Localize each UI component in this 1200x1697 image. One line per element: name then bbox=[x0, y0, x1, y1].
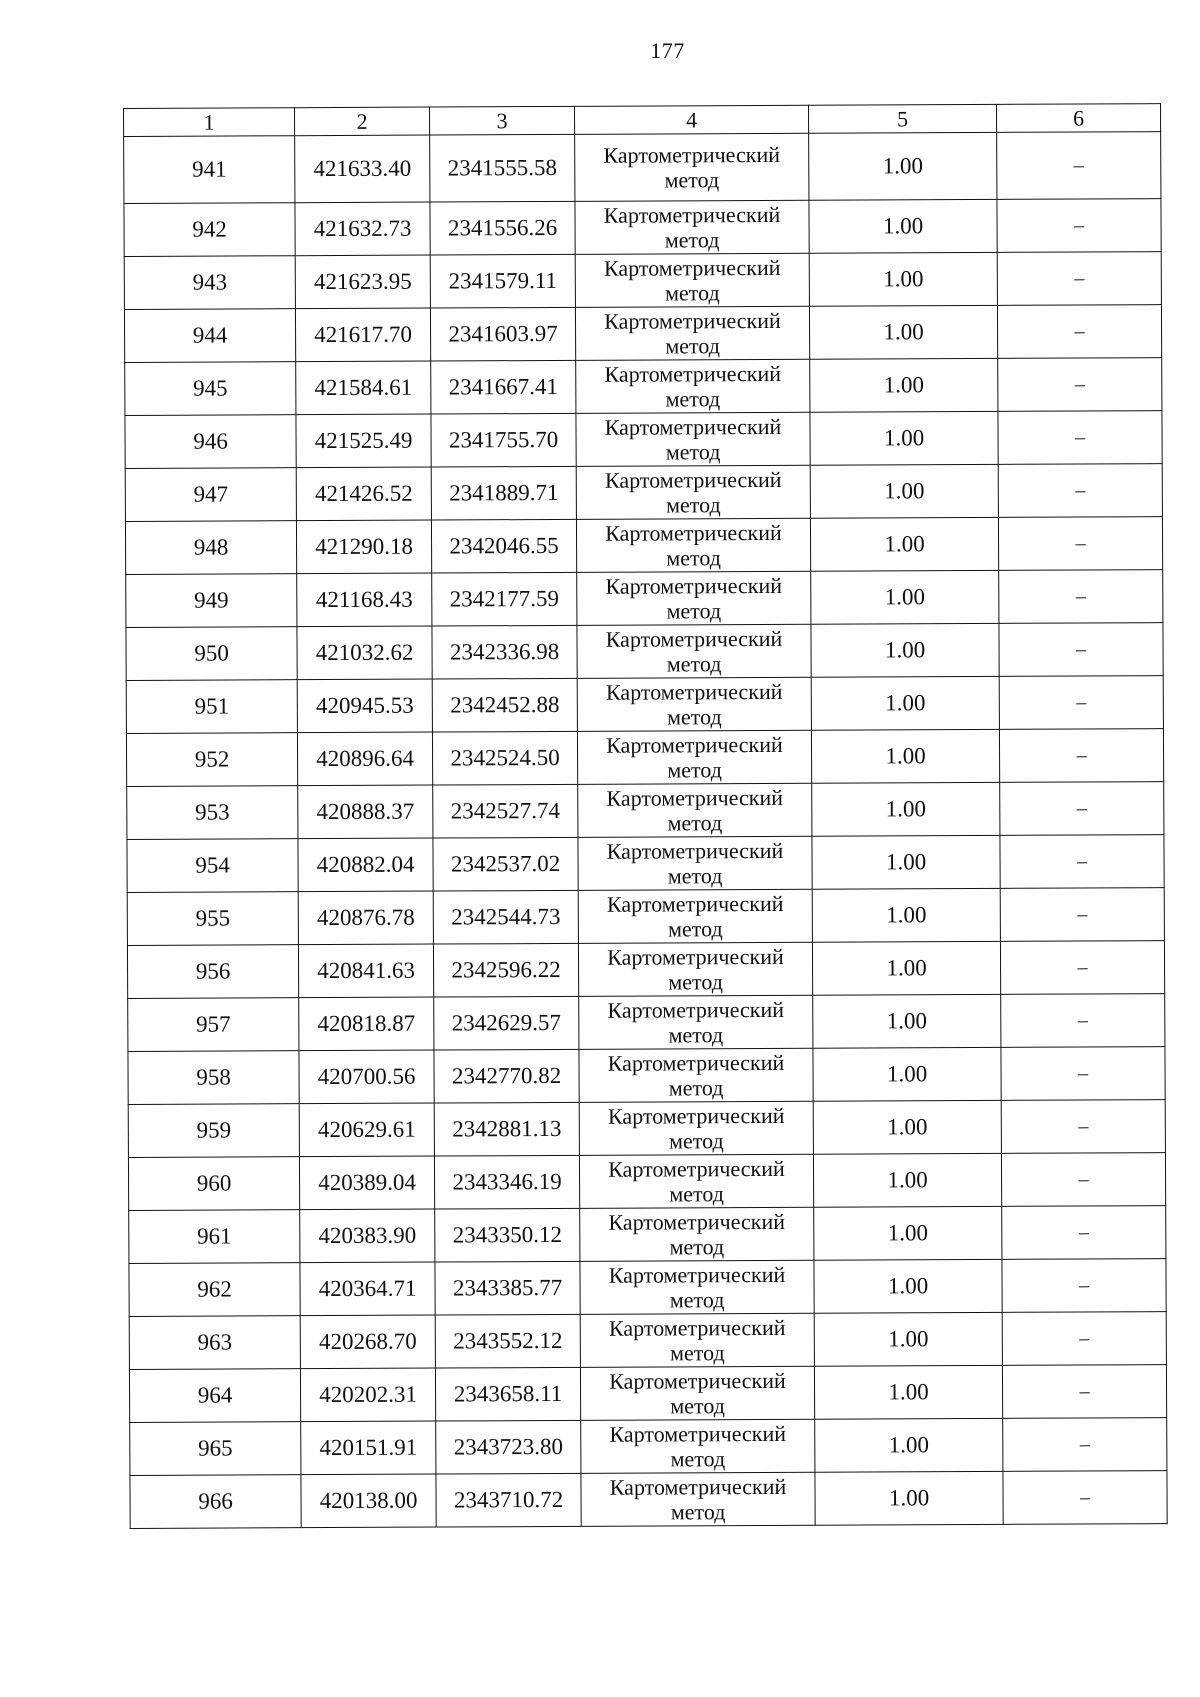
y-coordinate-cell: 2342452.88 bbox=[432, 678, 577, 732]
method-line-2: метод bbox=[669, 1181, 724, 1207]
y-coordinate-cell: 2342177.59 bbox=[432, 572, 577, 626]
method-cell bbox=[575, 133, 809, 201]
point-number-cell: 942 bbox=[124, 203, 295, 257]
method-line-1: Картометрический bbox=[605, 678, 783, 705]
method-line-1: Картометрический bbox=[604, 413, 782, 440]
method-line-1: Картометрический bbox=[606, 837, 784, 864]
x-coordinate-cell: 421633.40 bbox=[295, 135, 430, 203]
note-cell: – bbox=[1000, 941, 1164, 995]
table-row bbox=[126, 623, 1163, 681]
method-line-1: Картометрический bbox=[606, 731, 783, 758]
table-row bbox=[129, 1206, 1166, 1264]
y-coordinate-cell: 2341579.11 bbox=[430, 254, 575, 308]
method-cell bbox=[577, 730, 811, 784]
method-cell bbox=[575, 200, 809, 254]
coordinates-table bbox=[123, 103, 1168, 1529]
accuracy-cell: 1.00 bbox=[813, 1047, 1001, 1101]
point-number-cell: 952 bbox=[126, 733, 297, 787]
accuracy-cell: 1.00 bbox=[810, 464, 998, 518]
accuracy-cell: 1.00 bbox=[815, 1471, 1003, 1525]
method-cell bbox=[578, 836, 812, 890]
x-coordinate-cell: 421168.43 bbox=[297, 573, 432, 627]
x-coordinate-cell: 421290.18 bbox=[296, 520, 431, 574]
method-cell bbox=[577, 677, 811, 731]
note-cell: – bbox=[1002, 1365, 1166, 1419]
accuracy-cell: 1.00 bbox=[811, 623, 999, 677]
accuracy-cell: 1.00 bbox=[810, 411, 998, 465]
header-cell-5: 5 bbox=[808, 104, 996, 133]
x-coordinate-cell: 421426.52 bbox=[296, 467, 431, 521]
method-line-2: метод bbox=[668, 969, 723, 995]
point-number-cell: 959 bbox=[128, 1104, 299, 1158]
table-row bbox=[127, 782, 1164, 840]
table-row bbox=[126, 570, 1163, 628]
table-body bbox=[124, 132, 1168, 1529]
method-line-1: Картометрический bbox=[605, 572, 783, 599]
method-line-2: метод bbox=[669, 1128, 724, 1154]
accuracy-cell: 1.00 bbox=[813, 994, 1001, 1048]
accuracy-cell: 1.00 bbox=[809, 199, 997, 253]
method-line-2: метод bbox=[667, 810, 723, 836]
note-cell: – bbox=[1000, 782, 1164, 836]
y-coordinate-cell: 2343723.80 bbox=[436, 1420, 581, 1474]
method-line-2: метод bbox=[666, 545, 721, 571]
point-number-cell: 963 bbox=[129, 1316, 300, 1370]
table-row bbox=[127, 941, 1164, 999]
x-coordinate-cell: 420841.63 bbox=[298, 944, 433, 998]
note-cell: – bbox=[997, 252, 1161, 306]
accuracy-cell: 1.00 bbox=[812, 941, 1000, 995]
note-cell: – bbox=[1000, 888, 1164, 942]
point-number-cell: 961 bbox=[129, 1210, 300, 1264]
y-coordinate-cell: 2343710.72 bbox=[436, 1473, 581, 1527]
x-coordinate-cell: 420383.90 bbox=[300, 1209, 435, 1263]
x-coordinate-cell: 420882.04 bbox=[298, 838, 433, 892]
x-coordinate-cell: 420876.78 bbox=[298, 891, 433, 945]
table-row bbox=[129, 1259, 1166, 1317]
method-cell bbox=[581, 1472, 815, 1526]
table-row bbox=[130, 1471, 1167, 1529]
method-cell bbox=[579, 995, 813, 1049]
header-cell-3: 3 bbox=[429, 106, 574, 135]
method-cell bbox=[581, 1419, 815, 1473]
note-cell: – bbox=[1001, 1100, 1165, 1154]
method-line-2: метод bbox=[664, 167, 720, 193]
accuracy-cell: 1.00 bbox=[814, 1206, 1002, 1260]
note-cell: – bbox=[999, 729, 1163, 783]
note-cell: – bbox=[999, 676, 1163, 730]
method-cell bbox=[576, 359, 810, 413]
y-coordinate-cell: 2343658.11 bbox=[435, 1367, 580, 1421]
method-cell bbox=[575, 253, 809, 307]
point-number-cell: 945 bbox=[125, 362, 296, 416]
point-number-cell: 966 bbox=[130, 1475, 301, 1529]
point-number-cell: 958 bbox=[128, 1051, 299, 1105]
x-coordinate-cell: 420151.91 bbox=[301, 1421, 436, 1475]
method-cell bbox=[579, 1048, 813, 1102]
y-coordinate-cell: 2343350.12 bbox=[435, 1208, 580, 1262]
table-row bbox=[128, 1153, 1165, 1211]
accuracy-cell: 1.00 bbox=[811, 676, 999, 730]
method-cell bbox=[579, 1154, 813, 1208]
table-row bbox=[125, 464, 1162, 522]
x-coordinate-cell: 420896.64 bbox=[297, 732, 432, 786]
method-line-2: метод bbox=[667, 863, 723, 889]
note-cell: – bbox=[999, 570, 1163, 624]
point-number-cell: 954 bbox=[127, 839, 298, 893]
y-coordinate-cell: 2343346.19 bbox=[434, 1155, 579, 1209]
table-row bbox=[124, 199, 1161, 257]
point-number-cell: 946 bbox=[125, 415, 296, 469]
note-cell: – bbox=[1001, 1047, 1165, 1101]
y-coordinate-cell: 2341603.97 bbox=[430, 307, 575, 361]
method-line-1: Картометрический bbox=[606, 784, 784, 811]
method-line-2: метод bbox=[670, 1446, 726, 1472]
method-line-2: метод bbox=[666, 492, 721, 518]
table-row bbox=[128, 994, 1165, 1052]
table-row bbox=[126, 729, 1163, 787]
table-row bbox=[127, 835, 1164, 893]
note-cell: – bbox=[1003, 1418, 1167, 1472]
method-line-1: Картометрический bbox=[607, 1049, 785, 1076]
method-line-1: Картометрический bbox=[604, 307, 781, 334]
method-line-1: Картометрический bbox=[609, 1473, 787, 1500]
point-number-cell: 960 bbox=[128, 1157, 299, 1211]
method-line-1: Картометрический bbox=[609, 1420, 787, 1447]
note-cell: – bbox=[997, 305, 1161, 359]
y-coordinate-cell: 2342596.22 bbox=[433, 943, 578, 997]
x-coordinate-cell: 420888.37 bbox=[298, 785, 433, 839]
method-line-2: метод bbox=[664, 227, 720, 253]
method-line-1: Картометрический bbox=[608, 1314, 786, 1341]
note-cell: – bbox=[1002, 1312, 1166, 1366]
method-line-1: Картометрический bbox=[607, 1102, 785, 1129]
x-coordinate-cell: 421632.73 bbox=[295, 202, 430, 256]
method-cell bbox=[580, 1260, 814, 1314]
point-number-cell: 941 bbox=[124, 136, 295, 204]
table-row bbox=[128, 1047, 1165, 1105]
y-coordinate-cell: 2342537.02 bbox=[433, 837, 578, 891]
point-number-cell: 964 bbox=[129, 1369, 300, 1423]
method-cell bbox=[577, 571, 811, 625]
table-row bbox=[128, 1100, 1165, 1158]
method-line-2: метод bbox=[665, 386, 721, 412]
x-coordinate-cell: 420364.71 bbox=[300, 1262, 435, 1316]
point-number-cell: 955 bbox=[127, 892, 298, 946]
method-line-1: Картометрический bbox=[604, 466, 782, 493]
y-coordinate-cell: 2341555.58 bbox=[430, 134, 575, 202]
y-coordinate-cell: 2343552.12 bbox=[435, 1314, 580, 1368]
method-line-2: метод bbox=[670, 1499, 726, 1525]
accuracy-cell: 1.00 bbox=[811, 729, 999, 783]
point-number-cell: 943 bbox=[124, 256, 295, 310]
table-row bbox=[125, 411, 1162, 469]
note-cell: – bbox=[1002, 1206, 1166, 1260]
point-number-cell: 947 bbox=[125, 468, 296, 522]
header-cell-2: 2 bbox=[295, 107, 430, 136]
x-coordinate-cell: 421584.61 bbox=[296, 361, 431, 415]
method-cell bbox=[578, 942, 812, 996]
method-line-1: Картометрический bbox=[608, 1261, 786, 1288]
table-row bbox=[126, 676, 1163, 734]
y-coordinate-cell: 2342770.82 bbox=[434, 1049, 579, 1103]
method-cell bbox=[578, 783, 812, 837]
x-coordinate-cell: 420818.87 bbox=[299, 997, 434, 1051]
table-row bbox=[129, 1312, 1166, 1370]
note-cell: – bbox=[998, 464, 1162, 518]
method-line-1: Картометрический bbox=[603, 201, 781, 228]
y-coordinate-cell: 2341889.71 bbox=[431, 466, 576, 520]
table-row bbox=[129, 1365, 1166, 1423]
table-row bbox=[124, 252, 1161, 310]
x-coordinate-cell: 421617.70 bbox=[295, 308, 430, 362]
method-cell bbox=[578, 889, 812, 943]
method-line-2: метод bbox=[669, 1287, 725, 1313]
method-cell bbox=[575, 306, 809, 360]
method-cell bbox=[576, 465, 810, 519]
note-cell: – bbox=[1003, 1471, 1167, 1525]
coordinates-table-container bbox=[123, 103, 1167, 1529]
note-cell: – bbox=[997, 132, 1161, 200]
y-coordinate-cell: 2342336.98 bbox=[432, 625, 577, 679]
point-number-cell: 953 bbox=[127, 786, 298, 840]
page-number: 177 bbox=[650, 38, 685, 63]
x-coordinate-cell: 420629.61 bbox=[299, 1103, 434, 1157]
method-line-1: Картометрический bbox=[608, 1155, 785, 1182]
header-cell-1: 1 bbox=[124, 108, 295, 137]
method-line-1: Картометрический bbox=[603, 141, 781, 168]
method-line-1: Картометрический bbox=[604, 360, 782, 387]
point-number-cell: 950 bbox=[126, 627, 297, 681]
method-line-2: метод bbox=[665, 280, 720, 306]
method-line-1: Картометрический bbox=[607, 996, 785, 1023]
method-cell bbox=[580, 1366, 814, 1420]
point-number-cell: 962 bbox=[129, 1263, 300, 1317]
note-cell: – bbox=[1002, 1259, 1166, 1313]
method-line-1: Картометрический bbox=[607, 943, 784, 970]
x-coordinate-cell: 421032.62 bbox=[297, 626, 432, 680]
accuracy-cell: 1.00 bbox=[812, 835, 1000, 889]
method-cell bbox=[580, 1207, 814, 1261]
table-row bbox=[124, 132, 1161, 204]
accuracy-cell: 1.00 bbox=[811, 570, 999, 624]
table-row bbox=[130, 1418, 1167, 1476]
x-coordinate-cell: 420138.00 bbox=[301, 1474, 436, 1528]
accuracy-cell: 1.00 bbox=[812, 888, 1000, 942]
note-cell: – bbox=[1000, 835, 1164, 889]
x-coordinate-cell: 421623.95 bbox=[295, 255, 430, 309]
x-coordinate-cell: 420202.31 bbox=[300, 1368, 435, 1422]
accuracy-cell: 1.00 bbox=[814, 1259, 1002, 1313]
point-number-cell: 965 bbox=[130, 1422, 301, 1476]
method-line-1: Картометрический bbox=[609, 1367, 786, 1394]
table-row bbox=[125, 358, 1162, 416]
method-line-2: метод bbox=[665, 333, 720, 359]
method-cell bbox=[576, 518, 810, 572]
header-cell-4: 4 bbox=[574, 105, 808, 134]
y-coordinate-cell: 2342881.13 bbox=[434, 1102, 579, 1156]
note-cell: – bbox=[997, 199, 1161, 253]
method-line-1: Картометрический bbox=[603, 254, 781, 281]
method-cell bbox=[579, 1101, 813, 1155]
y-coordinate-cell: 2342046.55 bbox=[431, 519, 576, 573]
method-line-2: метод bbox=[670, 1340, 725, 1366]
method-line-2: метод bbox=[666, 651, 722, 677]
accuracy-cell: 1.00 bbox=[815, 1418, 1003, 1472]
y-coordinate-cell: 2341556.26 bbox=[430, 201, 575, 255]
table-row bbox=[125, 517, 1162, 575]
accuracy-cell: 1.00 bbox=[812, 782, 1000, 836]
table-row bbox=[127, 888, 1164, 946]
note-cell: – bbox=[998, 517, 1162, 571]
method-line-2: метод bbox=[669, 1234, 725, 1260]
point-number-cell: 956 bbox=[127, 945, 298, 999]
method-cell bbox=[580, 1313, 814, 1367]
note-cell: – bbox=[1001, 994, 1165, 1048]
point-number-cell: 949 bbox=[126, 574, 297, 628]
accuracy-cell: 1.00 bbox=[814, 1365, 1002, 1419]
method-cell bbox=[577, 624, 811, 678]
method-cell bbox=[576, 412, 810, 466]
method-line-2: метод bbox=[666, 598, 722, 624]
x-coordinate-cell: 420945.53 bbox=[297, 679, 432, 733]
point-number-cell: 948 bbox=[125, 521, 296, 575]
y-coordinate-cell: 2341667.41 bbox=[431, 360, 576, 414]
method-line-2: метод bbox=[667, 757, 722, 783]
x-coordinate-cell: 420700.56 bbox=[299, 1050, 434, 1104]
table-row bbox=[124, 305, 1161, 363]
x-coordinate-cell: 420389.04 bbox=[299, 1156, 434, 1210]
note-cell: – bbox=[1001, 1153, 1165, 1207]
accuracy-cell: 1.00 bbox=[810, 358, 998, 412]
point-number-cell: 957 bbox=[128, 998, 299, 1052]
method-line-1: Картометрический bbox=[608, 1208, 786, 1235]
y-coordinate-cell: 2342524.50 bbox=[432, 731, 577, 785]
accuracy-cell: 1.00 bbox=[809, 252, 997, 306]
method-line-1: Картометрический bbox=[606, 890, 784, 917]
method-line-2: метод bbox=[670, 1393, 725, 1419]
method-line-1: Картометрический bbox=[605, 519, 782, 546]
note-cell: – bbox=[998, 411, 1162, 465]
note-cell: – bbox=[998, 358, 1162, 412]
y-coordinate-cell: 2341755.70 bbox=[431, 413, 576, 467]
method-line-2: метод bbox=[668, 916, 723, 942]
y-coordinate-cell: 2343385.77 bbox=[435, 1261, 580, 1315]
accuracy-cell: 1.00 bbox=[810, 517, 998, 571]
accuracy-cell: 1.00 bbox=[813, 1100, 1001, 1154]
method-line-2: метод bbox=[665, 439, 721, 465]
accuracy-cell: 1.00 bbox=[814, 1312, 1002, 1366]
method-line-2: метод bbox=[667, 704, 722, 730]
method-line-2: метод bbox=[668, 1022, 724, 1048]
x-coordinate-cell: 420268.70 bbox=[300, 1315, 435, 1369]
point-number-cell: 951 bbox=[126, 680, 297, 734]
accuracy-cell: 1.00 bbox=[809, 132, 997, 200]
note-cell: – bbox=[999, 623, 1163, 677]
y-coordinate-cell: 2342527.74 bbox=[433, 784, 578, 838]
method-line-1: Картометрический bbox=[605, 625, 783, 652]
point-number-cell: 944 bbox=[124, 309, 295, 363]
y-coordinate-cell: 2342629.57 bbox=[434, 996, 579, 1050]
method-line-2: метод bbox=[668, 1075, 724, 1101]
header-cell-6: 6 bbox=[996, 104, 1160, 133]
x-coordinate-cell: 421525.49 bbox=[296, 414, 431, 468]
accuracy-cell: 1.00 bbox=[809, 305, 997, 359]
y-coordinate-cell: 2342544.73 bbox=[433, 890, 578, 944]
accuracy-cell: 1.00 bbox=[813, 1153, 1001, 1207]
